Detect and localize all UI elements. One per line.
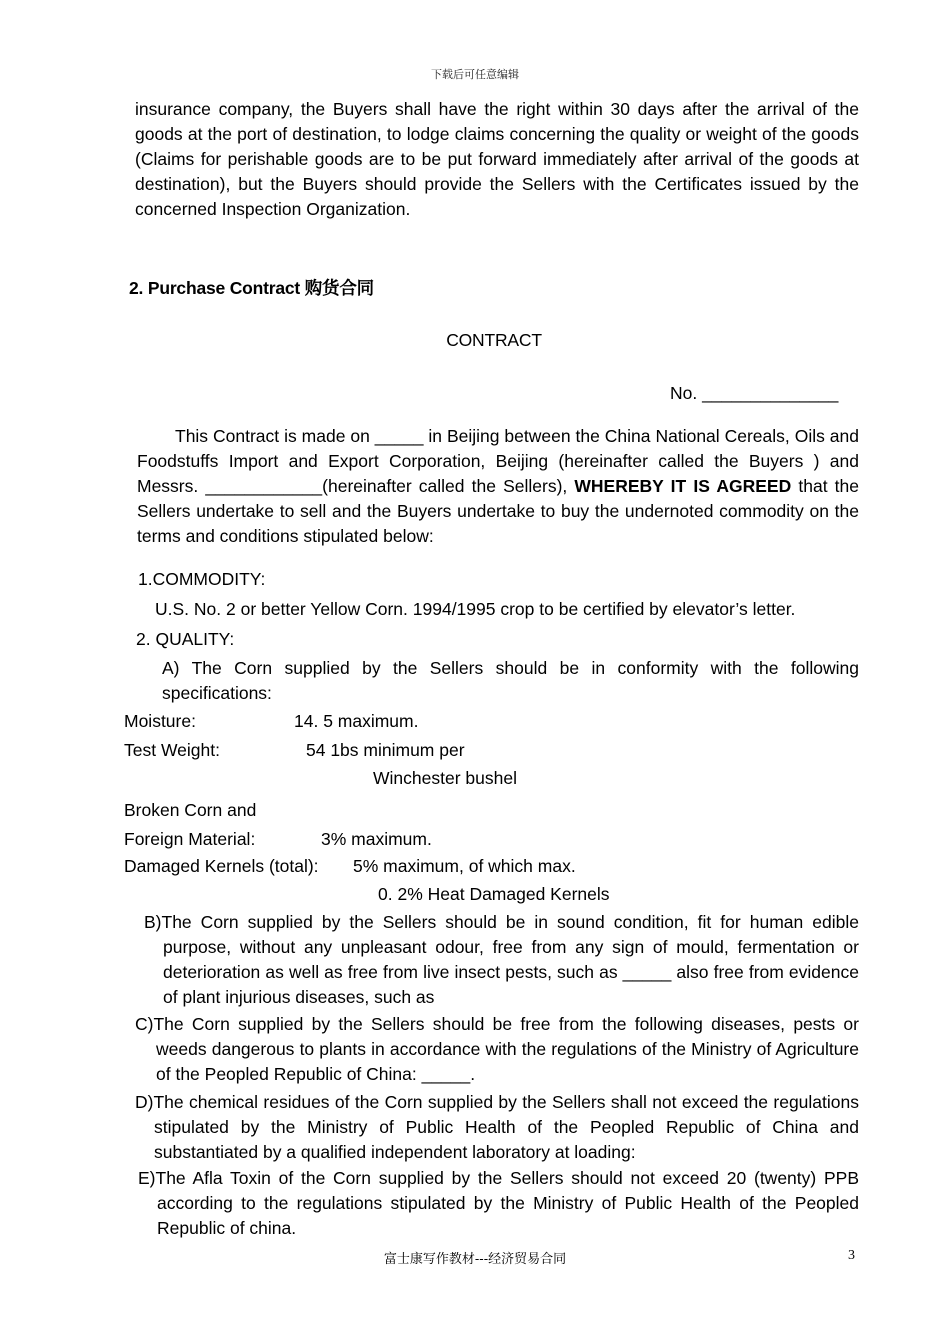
quality-e: E)The Afla Toxin of the Corn supplied by the Sellers should not exceed 20 (twenty) PPB according to the regulations stipulated by the Ministry of Public Health of the Peopled Republic of china. [138, 1168, 859, 1238]
spec-moisture-label: Moisture: [124, 711, 196, 731]
page-number: 3 [848, 1248, 855, 1263]
contract-title: CONTRACT [446, 330, 542, 350]
preamble-text-2: that the Sellers undertake to sell and the Buyers undertake to buy the undernoted commodity on the terms and conditions stipulated below: [137, 476, 860, 546]
spec-damaged-label: Damaged Kernels (total): [124, 856, 319, 876]
spec-test-weight-value-2: Winchester bushel [373, 768, 517, 788]
spec-test-weight-value: 54 1bs minimum per [306, 740, 465, 760]
quality-c: C)The Corn supplied by the Sellers should be free from the following diseases, pests or weeds dangerous to plants in accordance with the regulations of the Ministry of Agriculture of the Peopled Republic of China: _____. [135, 1014, 859, 1084]
spec-moisture-value: 14. 5 maximum. [294, 711, 419, 731]
section-title: 2. Purchase Contract 购货合同 [129, 278, 374, 298]
contract-preamble [137, 424, 859, 549]
page-header-note: 下载后可任意编辑 [431, 68, 519, 81]
spec-damaged-value: 5% maximum, of which max. [353, 856, 576, 876]
quality-heading: 2. QUALITY: [136, 629, 235, 649]
quality-b: B)The Corn supplied by the Sellers should be in sound condition, fit for human edible purpose, without any unpleasant odour, free from any sign of mould, fermentation or deterioration as well as free from live insect pests, such as _____ also free from evidence of plant injurious diseases, such as [144, 912, 859, 1007]
commodity-text: U.S. No. 2 or better Yellow Corn. 1994/1995 crop to be certified by elevator’s letter. [155, 599, 796, 619]
quality-d: D)The chemical residues of the Corn supplied by the Sellers shall not exceed the regulations stipulated by the Ministry of Public Health of the Peopled Republic of China and substantiated by a qualified independent laboratory at loading: [135, 1092, 859, 1162]
preamble-bold: WHEREBY IT IS AGREED [574, 476, 792, 496]
intro-paragraph: insurance company, the Buyers shall have the right within 30 days after the arrival of the goods at the port of destination, to lodge claims concerning the quality or weight of the goods (Claims for perishable goods are to be put forward immediately after arrival of the goods at destination), but the Buyers should provide the Sellers with the Certificates issued by the concerned Inspection Organization. [135, 99, 859, 219]
preamble-text-1: This Contract is made on _____ in Beijing between the China National Cereals, Oils and Foodstuffs Import and Export Corporation, Beijing (hereinafter called the Buyers ) and Messrs. ____________(hereinafter called the Sellers), [137, 426, 859, 496]
spec-broken-value: 3% maximum. [321, 829, 432, 849]
commodity-heading: 1.COMMODITY: [138, 569, 266, 589]
spec-damaged-value-2: 0. 2% Heat Damaged Kernels [378, 884, 610, 904]
contract-number: No. ______________ [670, 383, 839, 403]
page-footer-title: 富士康写作教材---经济贸易合同 [383, 1252, 567, 1267]
spec-test-weight-label: Test Weight: [124, 740, 220, 760]
spec-broken-label-1: Broken Corn and [124, 800, 257, 820]
spec-broken-label-2: Foreign Material: [124, 829, 256, 849]
quality-a: A) The Corn supplied by the Sellers should be in conformity with the following specifications: [162, 658, 859, 703]
